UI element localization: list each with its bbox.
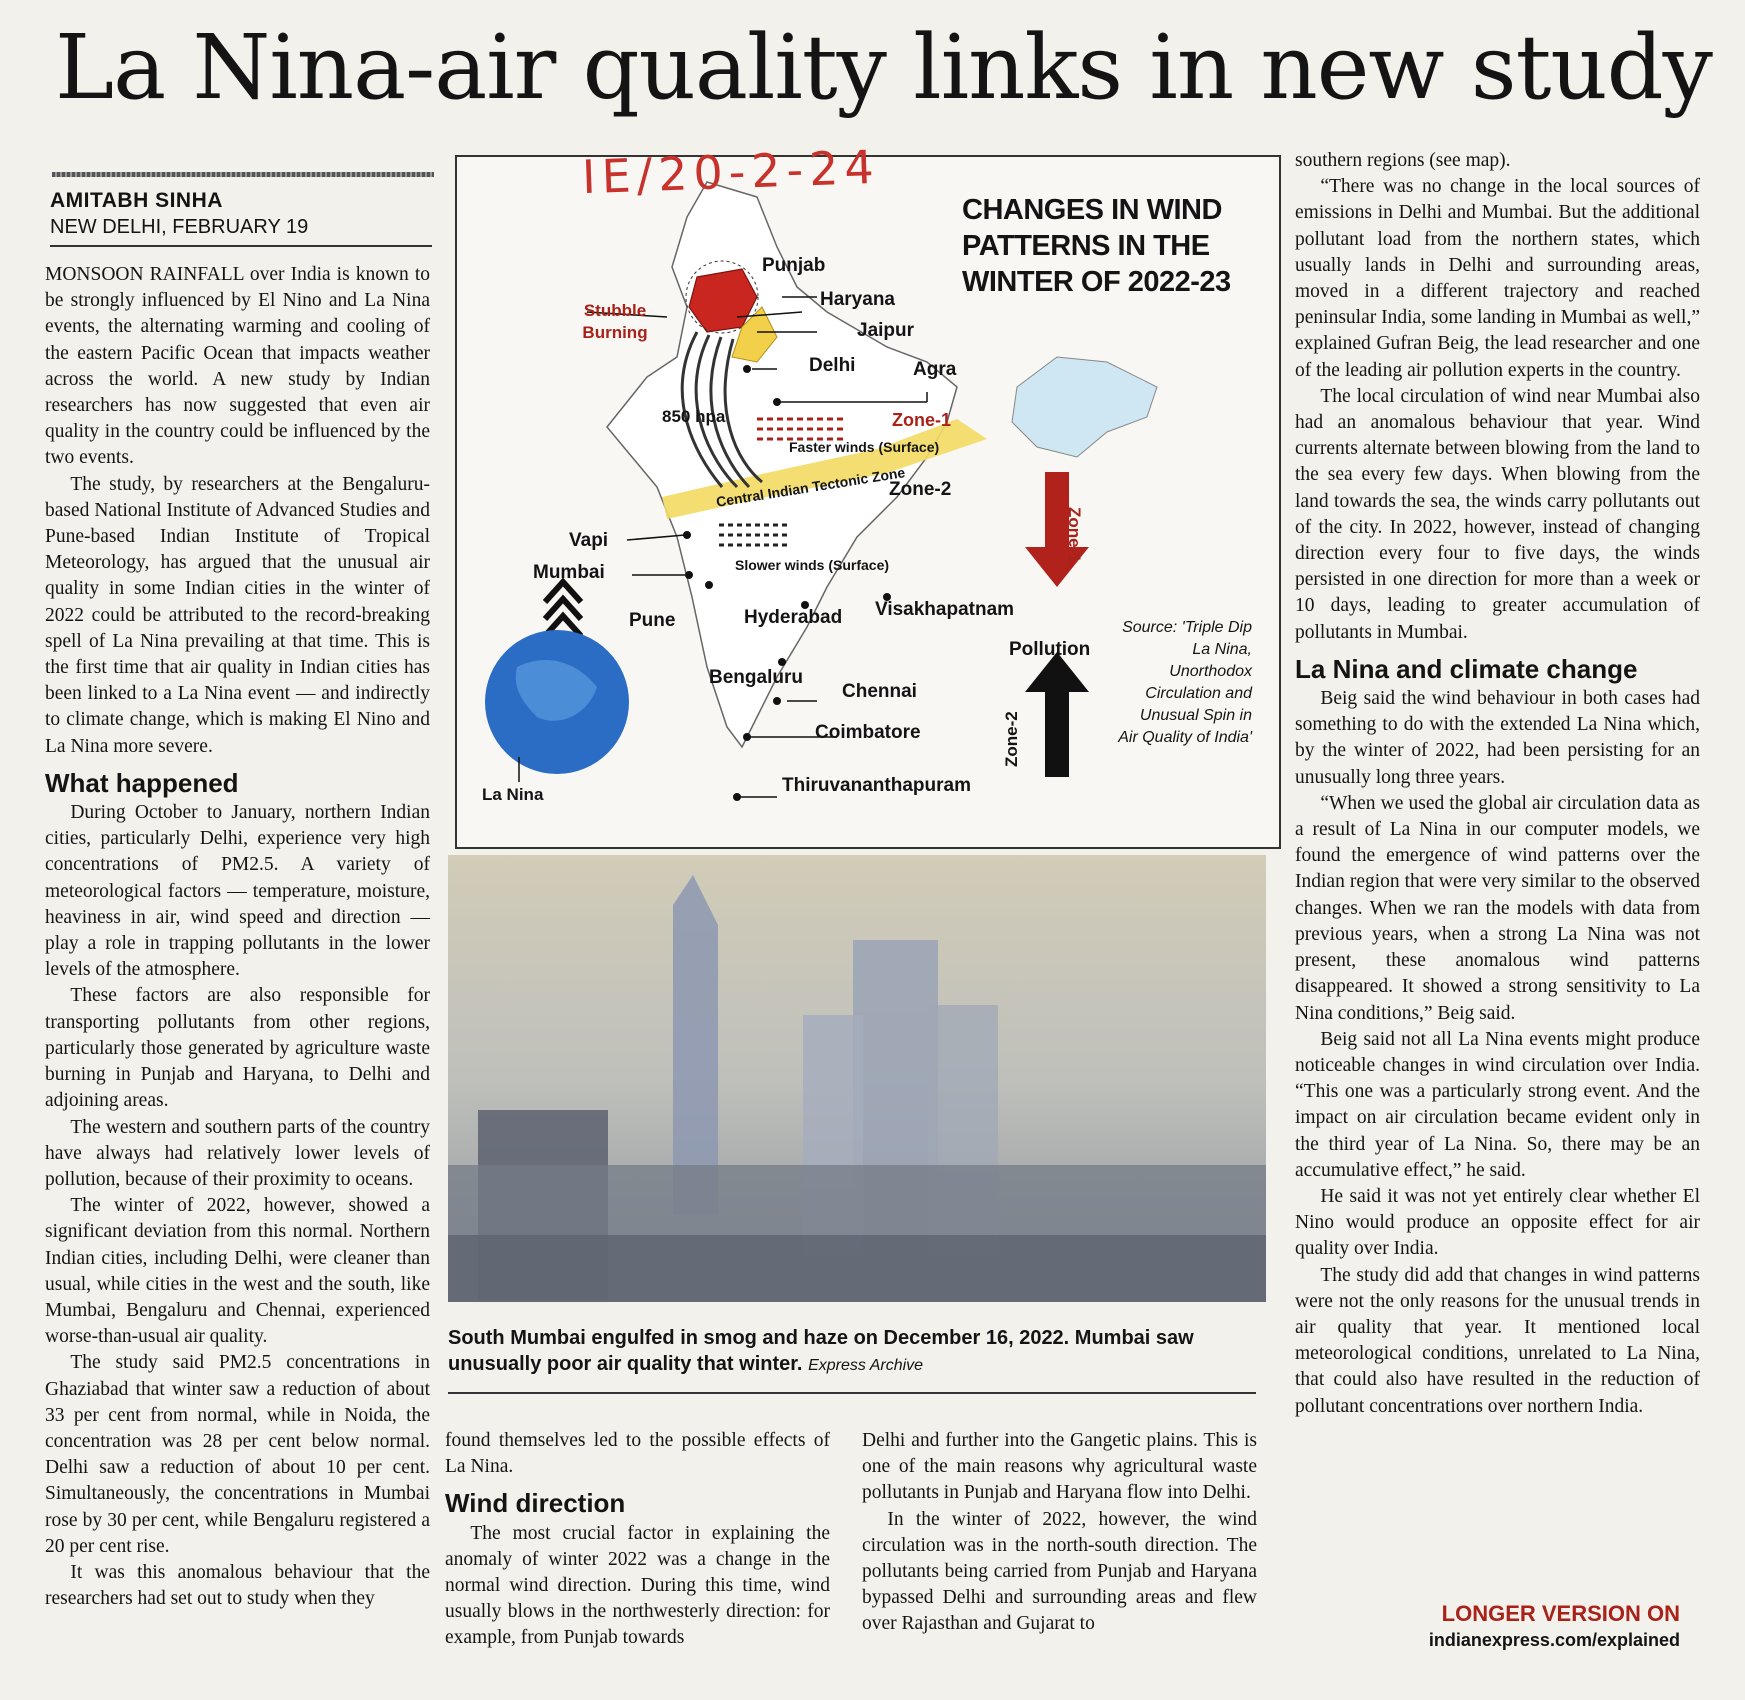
byline-underline: [50, 245, 432, 247]
label-haryana: Haryana: [820, 289, 895, 310]
label-zone-1: Zone-1: [892, 410, 952, 430]
column-2: [445, 1428, 830, 1652]
caption-credit: Express Archive: [808, 1357, 924, 1374]
paragraph: During October to January, northern Indian cities, particularly Delhi, experience very high concentrations of PM2.5. A variety of meteorological factors — temperature, moisture, heaviness in air, wind speed and direction — play a role in trapping pollutants in the lower levels of the atmosphere.: [45, 802, 430, 981]
bay-region: [1012, 357, 1157, 457]
label-zone-2: Zone-2: [889, 479, 952, 500]
paragraph: These factors are also responsible for transporting pollutants from other regions, particularly those generated by agriculture waste burning in Punjab and Haryana, to Delhi and adjoining areas.: [45, 985, 430, 1112]
label-chennai: Chennai: [842, 681, 917, 702]
column-4: [1295, 148, 1700, 1420]
tall-tower: [673, 875, 718, 1215]
paragraph: The study said PM2.5 concentrations in Ghaziabad that winter saw a reduction of about 33 per cent from normal, while in Noida, the concentration was 28 per cent below normal. Delhi saw a reduction of about 10 per cent. Simultaneously, the concentrations in Mumbai rose by 30 per cent, while Bengaluru registered a 20 per cent rise.: [45, 1352, 430, 1557]
photo-caption: [448, 1325, 1268, 1379]
label-zone-1-arrow: Zone-1: [1065, 507, 1084, 563]
column-3: [862, 1428, 1257, 1638]
label-visakhapatnam: Visakhapatnam: [875, 599, 1015, 620]
subhead-la-nina-climate: La Nina and climate change: [1295, 653, 1638, 684]
paragraph: “There was no change in the local sources of emissions in Delhi and Mumbai. But the additional pollutant load from the northern states, which usually lands in Delhi and surrounding areas, moved in a different trajectory and reached peninsular India, some landing in Mumbai as well,” explained Gufran Beig, the lead researcher and one of the leading air pollution experts in the country.: [1295, 176, 1700, 381]
paragraph: It was this anomalous behaviour that the researchers had set out to study when they: [45, 1561, 430, 1610]
label-slower-winds: Slower winds (Surface): [735, 557, 890, 573]
label-la-nina: La Nina: [482, 785, 544, 804]
label-hyderabad: Hyderabad: [744, 607, 843, 628]
paragraph: The study did add that changes in wind patterns were not the only reasons for the unusual trends in air quality that year. It mentioned local meteorological conditions, unrelated to La Nina, that could also have resulted in the reduction of pollutant concentrations over northern India.: [1295, 1264, 1700, 1417]
paragraph: “When we used the global air circulation data as a result of La Nina in our computer models, we found the emergence of wind patterns over the Indian region that were very similar to the observed changes. When we ran the models with data from previous years, when a strong La Nina was not present, these anomalous wind patterns disappeared. It showed a strong sensitivity to La Nina conditions,” Beig said.: [1295, 792, 1700, 1024]
label-tectonic-zone: Central Indian Tectonic Zone: [714, 464, 907, 510]
label-agra: Agra: [913, 359, 957, 380]
label-stubble-burning: Stubble Burning: [582, 301, 648, 342]
label-pune: Pune: [629, 610, 676, 631]
paragraph: MONSOON RAINFALL over India is known to be strongly influenced by El Nino and La Nina events, the alternating warming and cooling of the eastern Pacific Ocean that impacts weather across the world. A new study by Indian researchers has now suggested that even air quality in the country could be influenced by the two events.: [45, 264, 430, 469]
caption-rule: [448, 1392, 1256, 1394]
label-thiruvananthapuram: Thiruvananthapuram: [782, 775, 971, 796]
label-faster-winds: Faster winds (Surface): [789, 439, 940, 455]
paragraph: found themselves led to the possible effects of La Nina.: [445, 1430, 830, 1478]
author: AMITABH SINHA: [50, 189, 223, 212]
upward-chevrons: [545, 582, 581, 636]
skyline-illustration: [448, 855, 1266, 1302]
label-pollution: Pollution: [1009, 639, 1091, 660]
label-delhi: Delhi: [809, 355, 856, 376]
dateline: NEW DELHI, FEBRUARY 19: [50, 216, 309, 238]
paragraph: In the winter of 2022, however, the wind circulation was in the north-south direction. The pollutants being carried from Punjab and Haryana bypassed Delhi and surrounding areas and flew over Rajasthan and Gujarat to: [862, 1508, 1257, 1635]
headline: La Nina-air quality links in new study: [55, 15, 1712, 119]
label-punjab: Punjab: [762, 255, 826, 276]
label-mumbai: Mumbai: [533, 562, 605, 583]
byline-rule: [52, 172, 434, 177]
column-1: [45, 262, 430, 1612]
paragraph: The western and southern parts of the country have always had relatively lower levels of pollution, because of their proximity to oceans.: [45, 1116, 430, 1190]
wind-pattern-map: [455, 139, 1281, 849]
label-zone-2-arrow: Zone-2: [1002, 711, 1021, 767]
foreground-buildings: [448, 1235, 1266, 1302]
label-850-hpa: 850 hpa: [662, 407, 726, 426]
promo-link[interactable]: indianexpress.com/explained: [1428, 1630, 1680, 1650]
subhead-wind-direction: Wind direction: [445, 1488, 626, 1519]
label-jaipur: Jaipur: [857, 320, 915, 341]
paragraph: southern regions (see map).: [1295, 150, 1511, 171]
mumbai-smog-photo: [448, 855, 1266, 1302]
paragraph: Beig said the wind behaviour in both cases had something to do with the extended La Nina which, by the winter of 2022, had been persisting for an unusually long three years.: [1295, 688, 1700, 788]
label-vapi: Vapi: [569, 530, 609, 551]
handwritten-date-note: IE/20-2-24: [581, 139, 881, 205]
paragraph: He said it was not yet entirely clear whether El Nino would produce an opposite effect for air quality over India.: [1295, 1185, 1700, 1260]
map-title: CHANGES IN WIND PATTERNS IN THE WINTER OF 2022-23: [962, 194, 1231, 298]
promo-box: [1300, 1600, 1680, 1652]
paragraph: The most crucial factor in explaining the anomaly of winter 2022 was a change in the normal wind direction. During this time, wind usually blows in the northwesterly direction: for example, from Punjab towards: [445, 1522, 830, 1649]
label-bengaluru: Bengaluru: [709, 667, 803, 688]
caption-text: South Mumbai engulfed in smog and haze on December 16, 2022. Mumbai saw unusually poor air quality that winter.: [448, 1327, 1194, 1375]
map-source: Source: 'Triple Dip La Nina, Unorthodox Circulation and Unusual Spin in Air Quality of India': [1118, 619, 1252, 746]
paragraph: Delhi and further into the Gangetic plains. This is one of the main reasons why agricultural waste pollutants in Punjab and Haryana flow into Delhi.: [862, 1430, 1257, 1504]
promo-line: LONGER VERSION ON: [1441, 1601, 1680, 1626]
byline: [50, 188, 308, 240]
paragraph: The local circulation of wind near Mumbai also had an anomalous behaviour that year. Wind currents alternate between blowing from the land to the sea every few days. When blowing from the land towards the sea, the winds carry pollutants out of the city. In 2022, however, instead of changing direction every four to five days, the winds persisted in one direction for more than a week or 10 days, leading to greater accumulation of pollutants in Mumbai.: [1295, 385, 1700, 643]
subhead-what-happened: What happened: [45, 767, 239, 798]
label-coimbatore: Coimbatore: [815, 722, 921, 743]
paragraph: Beig said not all La Nina events might produce noticeable changes in wind circulation over India. “This one was a particularly strong event. And the impact on air circulation became evident only in the third year of La Nina. So, there may be an accumulative effect,” he said.: [1295, 1028, 1700, 1181]
paragraph: The winter of 2022, however, showed a significant deviation from this normal. Northern Indian cities, including Delhi, were cleaner than usual, while cities in the west and the south, like Mumbai, Bengaluru and Chennai, experienced worse-than-usual air quality.: [45, 1195, 430, 1348]
pollution-up-arrow: [1025, 652, 1089, 777]
paragraph: The study, by researchers at the Bengaluru-based National Institute of Advanced Studies and Pune-based Indian Institute of Tropical Meteorology, has argued that the unusual air quality in some Indian cities in the winter of 2022 could be attributed to the record-breaking spell of La Nina prevailing at that time. This is the first time that air quality in Indian cities has been linked to a La Nina event — and indirectly to climate change, which is making El Nino and La Nina more severe.: [45, 473, 430, 757]
